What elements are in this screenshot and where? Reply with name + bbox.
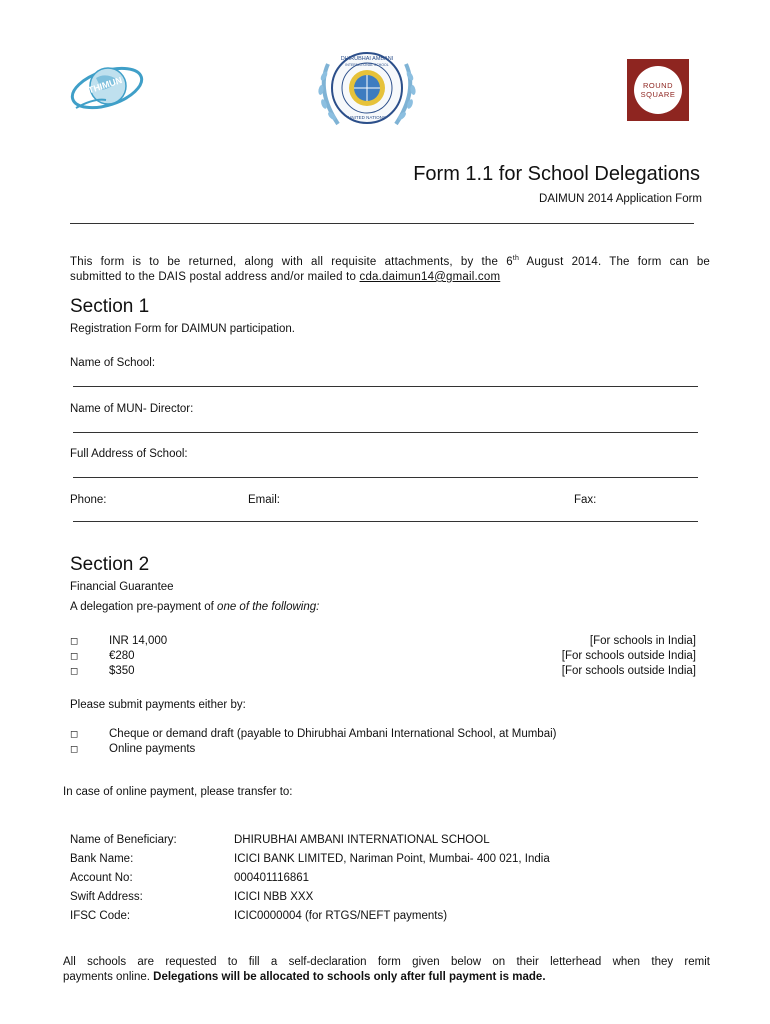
bank-label: Name of Beneficiary: [70, 834, 177, 846]
fax-label: Fax: [574, 494, 597, 506]
bank-value: DHIRUBHAI AMBANI INTERNATIONAL SCHOOL [234, 834, 490, 846]
school-name-field[interactable] [73, 386, 698, 387]
bank-value: ICIC0000004 (for RTGS/NEFT payments) [234, 910, 448, 922]
mun-director-label: Name of MUN- Director: [70, 403, 194, 415]
method-label-1: Cheque or demand draft (payable to Dhirubhai Ambani International School, at Mumbai) [109, 728, 557, 740]
option-note-1: [For schools in India] [589, 635, 696, 647]
option-checkbox-2[interactable]: ◻ [70, 651, 79, 662]
round-square-logo [627, 59, 689, 121]
bank-label: Swift Address: [70, 891, 143, 903]
page-subtitle: DAIMUN 2014 Application Form [539, 193, 702, 205]
section-2-heading: Section 2 [70, 554, 150, 575]
method-checkbox-1[interactable]: ◻ [70, 729, 79, 740]
thimun-logo [66, 58, 148, 118]
bank-value: 000401116861 [234, 872, 310, 884]
method-label-2: Online payments [109, 743, 196, 755]
contact-details-field[interactable] [73, 521, 698, 522]
bank-label: Account No: [70, 872, 133, 884]
submit-payments-label: Please submit payments either by: [70, 699, 246, 711]
school-address-field[interactable] [73, 477, 698, 478]
option-amount-3: $350 [109, 665, 135, 677]
round-square-word-1: ROUND [643, 81, 673, 90]
svg-text:THIMUN: THIMUN [86, 74, 124, 96]
school-name-label: Name of School: [70, 357, 156, 369]
bank-value: ICICI NBB XXX [234, 891, 314, 903]
intro-paragraph: This form is to be returned, along with all requisite attachments, by the 6th August 2014. The form can be submitted to the DAIS postal address and/or mailed to cda.daimun14@gmail.com [70, 255, 711, 283]
svg-text:DHIRUBHAI AMBANI: DHIRUBHAI AMBANI [340, 56, 394, 62]
daimun-logo [308, 46, 426, 132]
page-title: Form 1.1 for School Delegations [413, 163, 700, 185]
option-note-3: [For schools outside India] [561, 665, 696, 677]
method-checkbox-2[interactable]: ◻ [70, 744, 79, 755]
financial-guarantee-label: Financial Guarantee [70, 581, 174, 593]
school-address-label: Full Address of School: [70, 448, 188, 460]
section-1-heading: Section 1 [70, 296, 150, 317]
bank-label: Bank Name: [70, 853, 134, 865]
email-label: Email: [248, 494, 280, 506]
svg-text:INTERNATIONAL SCHOOL: INTERNATIONAL SCHOOL [345, 63, 389, 67]
option-amount-2: €280 [109, 650, 135, 662]
option-amount-1: INR 14,000 [109, 635, 168, 647]
contact-email-link[interactable]: cda.daimun14@gmail.com [359, 270, 501, 283]
prepayment-label: A delegation pre-payment of one of the following: [70, 601, 320, 613]
option-checkbox-3[interactable]: ◻ [70, 666, 79, 677]
header-divider [70, 223, 694, 224]
mun-director-field[interactable] [73, 432, 698, 433]
round-square-word-2: SQUARE [640, 90, 676, 99]
section-1-description: Registration Form for DAIMUN participation. [70, 323, 295, 335]
online-payment-label: In case of online payment, please transfer to: [63, 786, 293, 798]
phone-label: Phone: [70, 494, 107, 506]
bank-value: ICICI BANK LIMITED, Nariman Point, Mumbai- 400 021, India [234, 853, 550, 865]
bank-label: IFSC Code: [70, 910, 131, 922]
option-checkbox-1[interactable]: ◻ [70, 636, 79, 647]
option-note-2: [For schools outside India] [561, 650, 696, 662]
footer-note-bold: Delegations will be allocated to schools only after full payment is made. [153, 971, 546, 983]
svg-text:UNITED NATIONS: UNITED NATIONS [348, 115, 386, 120]
footer-note: All schools are requested to fill a self-declaration form given below on their letterhead when they remit payments online. Delegations will be allocated to schools only after full payment is made. [63, 956, 710, 983]
